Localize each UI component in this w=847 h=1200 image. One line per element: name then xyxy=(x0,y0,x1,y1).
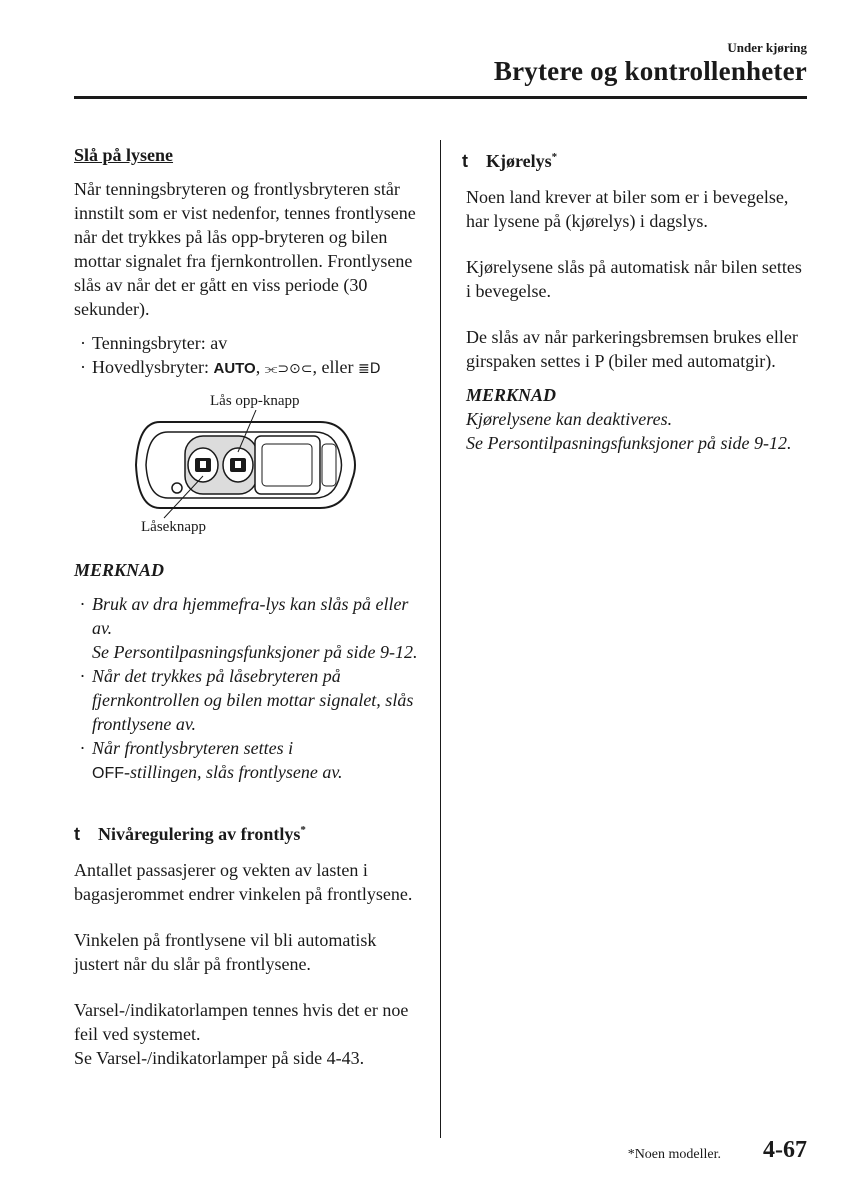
intro-paragraph: Når tenningsbryteren og frontlysbryteren står innstilt som er vist nedenfor, tennes frontlysene når det trykkes på lås opp-bryteren og bilen mottar signalet fra fjernkontrollen. Frontlysene slås av når det er gått en viss periode (30 sekunder). xyxy=(74,179,416,319)
headlight-icon: ≣D xyxy=(358,361,381,377)
page-title: Brytere og kontrollenheter xyxy=(493,56,807,86)
paragraph: Vinkelen på frontlysene vil bli automatisk justert når du slår på frontlysene. xyxy=(74,930,377,974)
list-item: · Når det trykkes på låsebryteren på fjernkontrollen og bilen mottar signalet, slås frontlysene av. xyxy=(80,666,414,734)
unlock-button-label: Lås opp-knapp xyxy=(210,393,300,409)
paragraph: Varsel-/indikatorlampen tennes hvis det er noe feil ved systemet. Se Varsel-/indikatorlamper på side 4-43. xyxy=(74,1000,409,1068)
section-heading-headlight-leveling: t Nivåregulering av frontlys* xyxy=(74,824,306,844)
key-fob-figure xyxy=(130,410,360,520)
footnote: *Noen modeller. xyxy=(627,1147,721,1162)
right-column xyxy=(462,145,806,455)
paragraph: Noen land krever at biler som er i bevegelse, har lysene på (kjørelys) i dagslys. xyxy=(466,187,789,231)
auto-label: AUTO xyxy=(213,360,256,377)
note-heading: MERKNAD xyxy=(466,385,557,405)
subheading-lights-on: Slå på lysene xyxy=(74,145,174,165)
header-rule xyxy=(74,96,807,99)
paragraph: De slås av når parkeringsbremsen brukes eller girspaken settes i P (biler med automatgir). xyxy=(466,327,798,371)
list-item: · Tenningsbryter: av xyxy=(80,333,228,353)
parking-light-icon: ⫘⊃⊙⊂ xyxy=(264,361,313,377)
left-column xyxy=(74,143,419,381)
note-text: Kjørelysene kan deaktiveres. xyxy=(466,409,673,429)
list-item: · Hovedlysbryter: AUTO, ⫘⊃⊙⊂, eller ≣D xyxy=(80,357,381,377)
off-label: OFF xyxy=(92,765,124,782)
note-text: Se Persontilpasningsfunksjoner på side 9-12. xyxy=(466,433,792,453)
paragraph: Kjørelysene slås på automatisk når bilen settes i bevegelse. xyxy=(466,257,802,301)
section-heading-daytime-lights: t Kjørelys* xyxy=(462,151,558,171)
note-heading: MERKNAD xyxy=(74,560,165,580)
unlock-button xyxy=(223,448,253,482)
left-note-block xyxy=(74,558,419,786)
list-item: · Bruk av dra hjemmefra-lys kan slås på eller av. Se Persontilpasningsfunksjoner på side 9-12. xyxy=(80,594,418,662)
column-divider xyxy=(440,140,441,1138)
page-number: 4-67 xyxy=(763,1137,807,1163)
list-item: · Når frontlysbryteren settes i OFF-stillingen, slås frontlysene av. xyxy=(80,738,343,782)
lock-button xyxy=(188,448,218,482)
paragraph: Antallet passasjerer og vekten av lasten i bagasjerommet endrer vinkelen på frontlysene. xyxy=(74,860,413,904)
running-header-section: Under kjøring xyxy=(727,40,807,55)
lock-button-label: Låseknapp xyxy=(141,519,206,535)
left-section-2 xyxy=(74,818,419,1070)
conditions-list xyxy=(74,331,419,381)
